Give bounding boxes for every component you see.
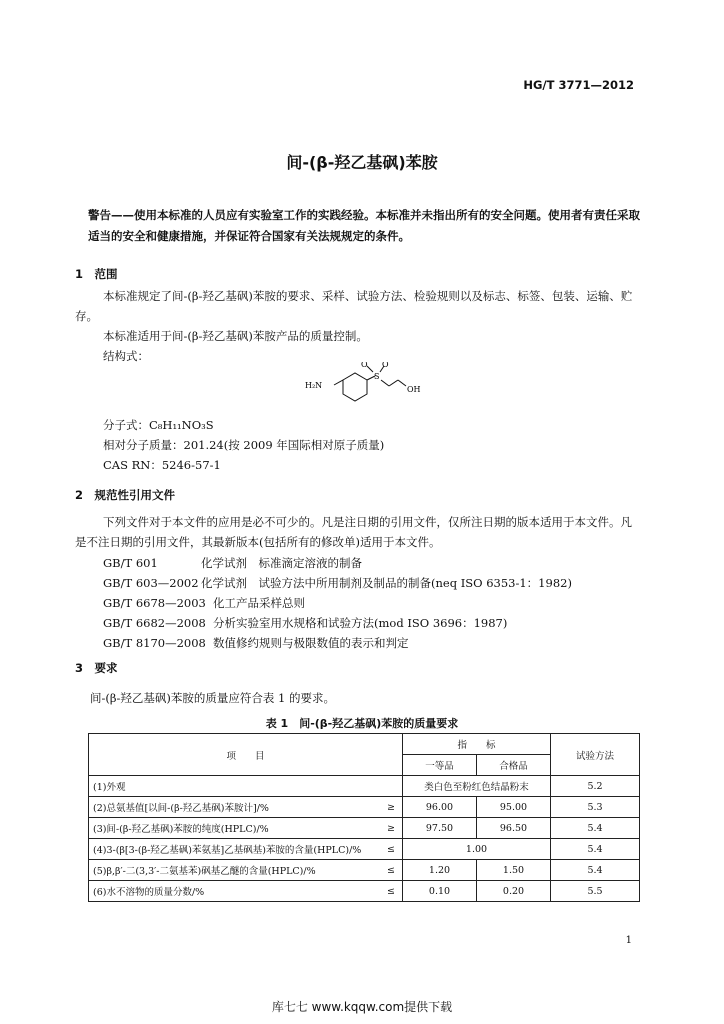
header-item: 项 目 <box>89 734 403 776</box>
header-qualified-grade: 合格品 <box>477 755 551 776</box>
table-row: (5)β,β′-二(3,3′-二氨基苯)砜基乙醚的含量(HPLC)/% ≤ 1.20 1.50 5.4 <box>89 860 640 881</box>
oxygen-label-1: O <box>361 362 368 369</box>
section-heading-normative: 2 规范性引用文件 <box>75 488 176 502</box>
reference-item: GB/T 6678—2003 化工产品采样总则 <box>103 596 305 610</box>
reference-item: GB/T 601 化学试剂 标准滴定溶液的制备 <box>103 556 362 570</box>
hydroxyl-label: OH <box>407 385 421 394</box>
section-heading-scope: 1 范围 <box>75 267 118 281</box>
benzene-ring <box>343 373 367 401</box>
table-row: (1)外观 类白色至粉红色结晶粉末 5.2 <box>89 776 640 797</box>
reference-item: GB/T 8170—2008 数值修约规则与极限数值的表示和判定 <box>103 636 409 650</box>
amine-label: H₂N <box>305 381 323 390</box>
molecular-mass: 相对分子质量：201.24(按 2009 年国际相对原子质量) <box>103 438 385 452</box>
document-title: 间-(β-羟乙基砜)苯胺 <box>286 153 438 172</box>
molecular-formula: 分子式：C₈H₁₁NO₃S <box>103 418 214 432</box>
sulfur-label: S <box>374 372 380 381</box>
reference-list <box>103 553 640 653</box>
header-first-grade: 一等品 <box>403 755 477 776</box>
table-row: (4)3-(β[3-(β-羟乙基砜)苯氨基]乙基砜基)苯胺的含量(HPLC)/% ≤ 1.00 5.4 <box>89 839 640 860</box>
requirements-paragraph: 间-(β-羟乙基砜)苯胺的质量应符合表 1 的要求。 <box>90 691 336 705</box>
warning-paragraph: 警告——使用本标准的人员应有实验室工作的实践经验。本标准并未指出所有的安全问题。使用者有责任采取适当的安全和健康措施，并保证符合国家有关法规规定的条件。 <box>88 208 640 243</box>
structural-formula <box>305 362 435 412</box>
table-row: (3)间-(β-羟乙基砜)苯胺的纯度(HPLC)/% ≥ 97.50 96.50 5.4 <box>89 818 640 839</box>
table-row: (6)水不溶物的质量分数/% ≤ 0.10 0.20 5.5 <box>89 881 640 902</box>
cas-number: CAS RN：5246-57-1 <box>103 458 221 472</box>
page-number: 1 <box>625 935 632 946</box>
table-header-row <box>89 734 640 755</box>
header-method: 试验方法 <box>551 734 640 776</box>
standard-number: HG/T 3771—2012 <box>523 78 634 92</box>
scope-paragraph-1: 本标准规定了间-(β-羟乙基砜)苯胺的要求、采样、试验方法、检验规则以及标志、标签、包装、运输、贮存。 <box>75 289 633 323</box>
quality-requirements-table <box>88 733 640 902</box>
table-caption: 表 1 间-(β-羟乙基砜)苯胺的质量要求 <box>265 717 459 730</box>
scope-paragraph-3: 结构式： <box>103 349 149 363</box>
reference-item: GB/T 6682—2008 分析实验室用水规格和试验方法(mod ISO 3696：1987) <box>103 616 508 630</box>
section-heading-requirements: 3 要求 <box>75 661 118 675</box>
normative-intro: 下列文件对于本文件的应用是必不可少的。凡是注日期的引用文件，仅所注日期的版本适用于本文件。凡是不注日期的引用文件，其最新版本(包括所有的修改单)适用于本文件。 <box>75 515 632 549</box>
oxygen-label-2: O <box>382 362 389 369</box>
download-footer: 库七七 www.kqqw.com提供下载 <box>271 1000 453 1014</box>
scope-paragraph-2: 本标准适用于间-(β-羟乙基砜)苯胺产品的质量控制。 <box>103 329 368 343</box>
reference-item: GB/T 603—2002 化学试剂 试验方法中所用制剂及制品的制备(neq ISO 6353-1：1982) <box>103 576 572 590</box>
header-index: 指 标 <box>403 734 551 755</box>
table-row: (2)总氨基值[以间-(β-羟乙基砜)苯胺计]/% ≥ 96.00 95.00 5.3 <box>89 797 640 818</box>
